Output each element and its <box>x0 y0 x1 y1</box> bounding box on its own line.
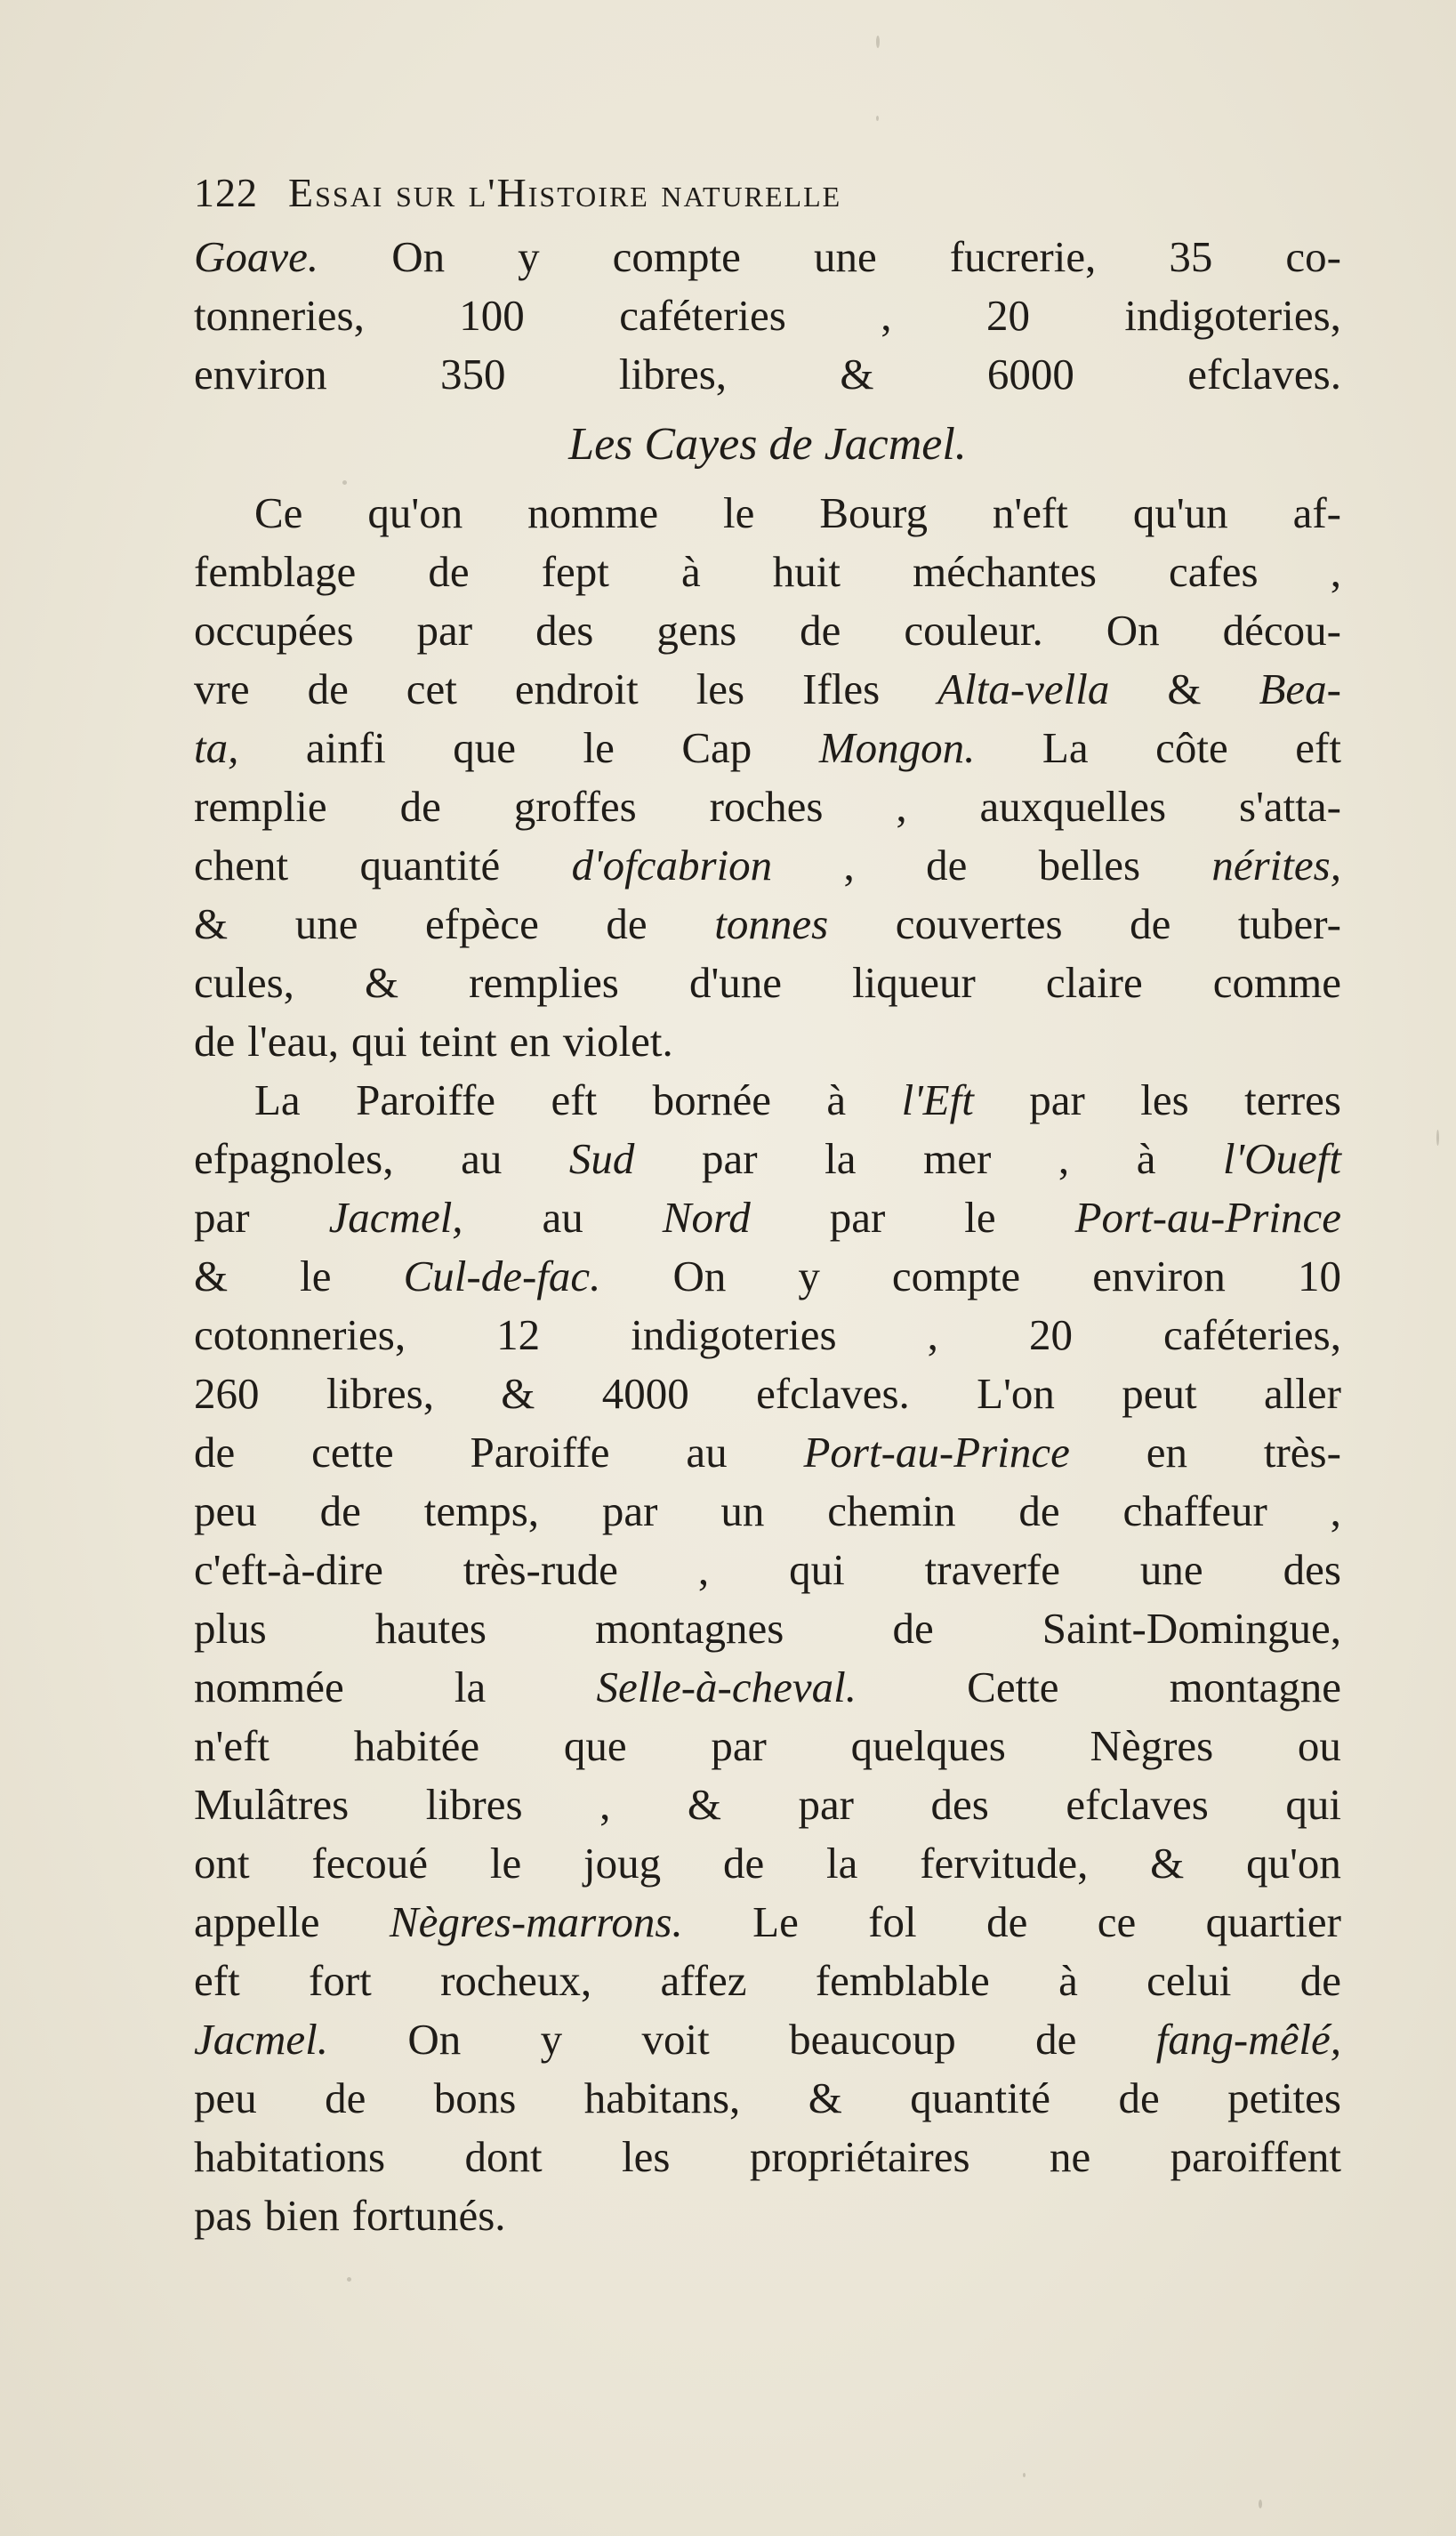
word: nomme <box>527 488 659 537</box>
word: Cap <box>681 723 752 772</box>
word: Jacmel, <box>328 1193 463 1242</box>
word: efclaves. <box>1187 350 1341 399</box>
word: qui <box>789 1545 845 1594</box>
word: femblable <box>815 1956 990 2005</box>
word: le <box>964 1193 996 1242</box>
word: fortunés. <box>351 2191 506 2240</box>
word: bons <box>433 2073 517 2122</box>
word: fucrerie, <box>949 232 1097 281</box>
word: On <box>391 232 446 281</box>
word: quartier <box>1205 1897 1341 1946</box>
word: propriétaires <box>749 2132 970 2181</box>
word: à <box>826 1075 847 1124</box>
word: Nègres-marrons. <box>389 1897 683 1946</box>
word: af- <box>1292 488 1341 537</box>
word: , <box>1330 1486 1341 1535</box>
word: environ <box>1092 1252 1226 1300</box>
word: de <box>1130 899 1171 948</box>
word: terres <box>1244 1075 1341 1124</box>
word: de <box>194 1428 236 1477</box>
word: c'eft-à-dire <box>194 1545 383 1594</box>
word: qu'on <box>367 488 463 537</box>
word: Mulâtres <box>194 1780 350 1829</box>
word: fort <box>309 1956 372 2005</box>
word: des <box>930 1780 989 1829</box>
word: , <box>843 841 855 890</box>
word: décou- <box>1222 606 1341 655</box>
word: qu'un <box>1132 488 1228 537</box>
text-line <box>194 1775 1341 1834</box>
word: caféteries <box>619 291 786 340</box>
word: Paroiffe <box>356 1075 496 1124</box>
word: , <box>1330 547 1341 596</box>
word: le <box>489 1839 522 1888</box>
word: Le <box>752 1897 799 1946</box>
word: voit <box>641 2015 710 2064</box>
word: couvertes <box>895 899 1063 948</box>
word: Cul-de-fac. <box>403 1252 601 1300</box>
word: cules, <box>194 958 294 1007</box>
word: La <box>254 1075 301 1124</box>
word: y <box>518 232 540 281</box>
text-line <box>194 2186 1341 2245</box>
word: bornée <box>652 1075 771 1124</box>
word: efclaves <box>1066 1780 1209 1829</box>
word: très- <box>1263 1428 1341 1477</box>
running-head <box>194 169 1341 228</box>
word: quantité <box>910 2073 1051 2122</box>
word: paroiffent <box>1170 2132 1341 2181</box>
word: Jacmel. <box>194 2015 328 2064</box>
word: ou <box>1297 1721 1341 1770</box>
word: d'une <box>688 958 783 1007</box>
word: On <box>407 2015 462 2064</box>
text-line <box>194 484 1341 543</box>
word: par <box>1029 1075 1085 1124</box>
word: la <box>826 1839 858 1888</box>
running-title: Essai sur l'Histoire naturelle <box>288 170 842 215</box>
word: de <box>606 899 648 948</box>
word: Ifles <box>802 664 881 713</box>
word: cette <box>311 1428 394 1477</box>
word: quelques <box>850 1721 1006 1770</box>
word: des <box>535 606 594 655</box>
text-line <box>194 1893 1341 1952</box>
word: & <box>364 958 399 1007</box>
word: fang-mêlé, <box>1155 2015 1341 2064</box>
word: quantité <box>359 841 501 890</box>
word: , <box>896 782 907 831</box>
word: femblage <box>194 547 357 596</box>
word: comme <box>1212 958 1341 1007</box>
text-line <box>194 954 1341 1012</box>
word: montagne <box>1169 1662 1341 1711</box>
text-line <box>194 1834 1341 1893</box>
word: un <box>720 1486 765 1535</box>
word: de <box>986 1897 1028 1946</box>
word: , <box>697 1545 710 1594</box>
text-line <box>194 1717 1341 1775</box>
word: Port-au-Prince <box>1074 1193 1341 1242</box>
word: dont <box>464 2132 543 2181</box>
word: cafes <box>1168 547 1259 596</box>
word: à <box>680 547 701 596</box>
word: On <box>1106 606 1160 655</box>
text-line <box>194 1658 1341 1717</box>
page-number: 122 <box>194 170 258 215</box>
word: 35 <box>1169 232 1213 281</box>
word: Bourg <box>819 488 928 537</box>
word: par <box>416 606 473 655</box>
word: Cette <box>967 1662 1059 1711</box>
word: indigoteries <box>631 1310 837 1359</box>
word: auxquelles <box>979 782 1167 831</box>
word: gens <box>656 606 737 655</box>
word: en <box>1146 1428 1187 1477</box>
word: n'eft <box>194 1721 270 1770</box>
word: Bea- <box>1259 664 1341 713</box>
word: chaffeur <box>1122 1486 1267 1535</box>
word: chemin <box>827 1486 956 1535</box>
word: de <box>926 841 968 890</box>
word: de <box>1299 1956 1341 2005</box>
word: belles <box>1038 841 1141 890</box>
word: nommée <box>194 1662 344 1711</box>
word: compte <box>612 232 741 281</box>
word: 6000 <box>986 350 1074 399</box>
word: occupées <box>194 606 354 655</box>
word: & <box>840 350 874 399</box>
word: co- <box>1285 232 1341 281</box>
word: 20 <box>1028 1310 1073 1359</box>
text-line <box>194 895 1341 954</box>
word: à <box>1058 1956 1078 2005</box>
word: que <box>453 723 516 772</box>
word: chent <box>194 841 289 890</box>
word: compte <box>891 1252 1021 1300</box>
word: teint <box>419 1017 497 1066</box>
word: On <box>672 1252 727 1300</box>
word: le <box>583 723 615 772</box>
word: habitée <box>353 1721 480 1770</box>
word: l'eau, <box>247 1017 339 1066</box>
word: & <box>1150 1839 1185 1888</box>
text-line <box>194 286 1341 345</box>
word: fervitude, <box>920 1839 1089 1888</box>
word: qui <box>350 1017 407 1066</box>
word: l'Oueft <box>1223 1134 1341 1183</box>
word: libres <box>425 1780 523 1829</box>
section-title: Les Cayes de Jacmel. <box>568 419 967 470</box>
word: libres, <box>326 1369 434 1418</box>
word: endroit <box>514 664 639 713</box>
text-line <box>194 601 1341 660</box>
word: appelle <box>194 1897 320 1946</box>
word: de <box>325 2073 366 2122</box>
word: indigoteries, <box>1124 291 1341 340</box>
text-line <box>194 543 1341 601</box>
word: eft <box>1295 723 1341 772</box>
word: vre <box>194 664 250 713</box>
word: en <box>509 1017 551 1066</box>
word: de <box>428 547 470 596</box>
word: Goave. <box>194 232 319 281</box>
text-line <box>194 2069 1341 2128</box>
word: Saint-Domingue, <box>1042 1604 1341 1653</box>
text-line <box>194 719 1341 777</box>
word: efpagnoles, <box>194 1134 394 1183</box>
word: liqueur <box>852 958 976 1007</box>
word: de <box>722 1839 765 1888</box>
word: côte <box>1155 723 1228 772</box>
word: les <box>696 664 745 713</box>
word: joug <box>583 1839 662 1888</box>
word: petites <box>1227 2073 1341 2122</box>
word: aller <box>1263 1369 1341 1418</box>
word: & <box>194 1252 229 1300</box>
word: hautes <box>374 1604 487 1653</box>
word: mer <box>923 1134 992 1183</box>
text-line <box>194 1599 1341 1658</box>
text-line <box>194 2128 1341 2186</box>
word: ne <box>1049 2132 1091 2181</box>
word: très-rude <box>463 1545 618 1594</box>
word: , <box>1058 1134 1070 1183</box>
word: par <box>711 1721 767 1770</box>
word: 20 <box>985 291 1030 340</box>
word: ce <box>1097 1897 1137 1946</box>
word: bien <box>264 2191 340 2240</box>
word: L'on <box>977 1369 1055 1418</box>
word: au <box>542 1193 583 1242</box>
word: plus <box>194 1604 267 1653</box>
word: cotonneries, <box>194 1310 406 1359</box>
text-line <box>194 1071 1341 1130</box>
word: huit <box>772 547 841 596</box>
word: montagnes <box>595 1604 784 1653</box>
word: 100 <box>459 291 525 340</box>
word: celui <box>1146 1956 1232 2005</box>
text-line <box>194 1130 1341 1188</box>
text-line <box>194 660 1341 719</box>
word: environ <box>194 350 327 399</box>
word: n'eft <box>992 488 1068 537</box>
word: par <box>601 1486 658 1535</box>
word: tonneries, <box>194 291 365 340</box>
word: fept <box>541 547 609 596</box>
word: qu'on <box>1246 1839 1341 1888</box>
word: Alta-vella <box>937 664 1110 713</box>
word: 260 <box>194 1369 260 1418</box>
word: efclaves. <box>756 1369 910 1418</box>
word: à <box>1136 1134 1156 1183</box>
word: eft <box>551 1075 598 1124</box>
word: Nord <box>662 1193 751 1242</box>
word: ainfi <box>305 723 386 772</box>
word: , <box>927 1310 938 1359</box>
word: groffes <box>513 782 637 831</box>
word: par <box>701 1134 758 1183</box>
word: 350 <box>440 350 506 399</box>
word: les <box>622 2132 671 2181</box>
word: par <box>798 1780 855 1829</box>
word: de <box>1018 1486 1060 1535</box>
word: peut <box>1122 1369 1197 1418</box>
word: fol <box>868 1897 917 1946</box>
text-line <box>194 836 1341 895</box>
word: fecoué <box>311 1839 429 1888</box>
word: , <box>881 291 892 340</box>
word: Nègres <box>1090 1721 1214 1770</box>
word: pas <box>194 2191 253 2240</box>
text-line <box>194 1365 1341 1423</box>
word: le <box>723 488 755 537</box>
word: l'Eft <box>901 1075 974 1124</box>
word: par <box>829 1193 886 1242</box>
word: de <box>1035 2015 1077 2064</box>
word: tuber- <box>1237 899 1341 948</box>
word: méchantes <box>913 547 1097 596</box>
word: une <box>1139 1545 1203 1594</box>
word: peu <box>194 2073 257 2122</box>
word: une <box>294 899 358 948</box>
word: & <box>687 1780 721 1829</box>
word: y <box>798 1252 820 1300</box>
word: par <box>194 1193 250 1242</box>
word: tonnes <box>714 899 829 948</box>
word: la <box>454 1662 487 1711</box>
word: les <box>1140 1075 1189 1124</box>
text-line <box>194 777 1341 836</box>
word: & <box>194 899 229 948</box>
word: efpèce <box>425 899 539 948</box>
word: couleur. <box>904 606 1043 655</box>
word: eft <box>194 1956 240 2005</box>
word: beaucoup <box>789 2015 956 2064</box>
word: Selle-à-cheval. <box>596 1662 857 1711</box>
text-line <box>194 1482 1341 1541</box>
word: ont <box>194 1839 250 1888</box>
word: des <box>1283 1545 1341 1594</box>
word: de <box>307 664 349 713</box>
word: qui <box>1285 1780 1341 1829</box>
word: ta, <box>194 723 239 772</box>
word: de <box>399 782 441 831</box>
word: habitans, <box>583 2073 741 2122</box>
word: habitations <box>194 2132 386 2181</box>
word: violet. <box>562 1017 673 1066</box>
word: , <box>599 1780 611 1829</box>
text-line <box>194 2010 1341 2069</box>
word: y <box>540 2015 563 2064</box>
word: de <box>1118 2073 1160 2122</box>
word: de <box>194 1017 236 1066</box>
word: remplie <box>194 782 327 831</box>
word: affez <box>660 1956 747 2005</box>
word: remplies <box>469 958 619 1007</box>
word: une <box>813 232 877 281</box>
text-line <box>194 1952 1341 2010</box>
word: 10 <box>1297 1252 1341 1300</box>
word: traverfe <box>924 1545 1060 1594</box>
word: au <box>686 1428 728 1477</box>
text-line <box>194 1012 1341 1071</box>
word: claire <box>1045 958 1143 1007</box>
word: que <box>563 1721 627 1770</box>
word: peu <box>194 1486 257 1535</box>
text-line <box>194 1541 1341 1599</box>
word: & <box>1167 664 1202 713</box>
word: libres, <box>618 350 728 399</box>
word: d'ofcabrion <box>571 841 773 890</box>
text-line <box>194 345 1341 404</box>
text-line <box>194 1423 1341 1482</box>
word: 12 <box>496 1310 541 1359</box>
word: au <box>461 1134 503 1183</box>
word: nérites, <box>1211 841 1341 890</box>
word: 4000 <box>601 1369 689 1418</box>
word: la <box>825 1134 857 1183</box>
word: cet <box>406 664 457 713</box>
word: roches <box>709 782 824 831</box>
word: La <box>1042 723 1089 772</box>
text-line <box>194 1188 1341 1247</box>
text-line <box>194 1247 1341 1306</box>
text-column <box>194 169 1341 2245</box>
word: temps, <box>423 1486 540 1535</box>
word: Paroiffe <box>470 1428 610 1477</box>
word: Sud <box>568 1134 635 1183</box>
word: s'atta- <box>1239 782 1341 831</box>
word: de <box>800 606 841 655</box>
word: le <box>300 1252 332 1300</box>
word: de <box>892 1604 934 1653</box>
text-line <box>194 1306 1341 1365</box>
text-line <box>194 228 1341 286</box>
word: Mongon. <box>818 723 976 772</box>
word: rocheux, <box>440 1956 592 2005</box>
word: de <box>319 1486 361 1535</box>
word: & <box>501 1369 535 1418</box>
word: Port-au-Prince <box>803 1428 1070 1477</box>
word: & <box>808 2073 842 2122</box>
word: Ce <box>254 488 303 537</box>
word: caféteries, <box>1163 1310 1341 1359</box>
